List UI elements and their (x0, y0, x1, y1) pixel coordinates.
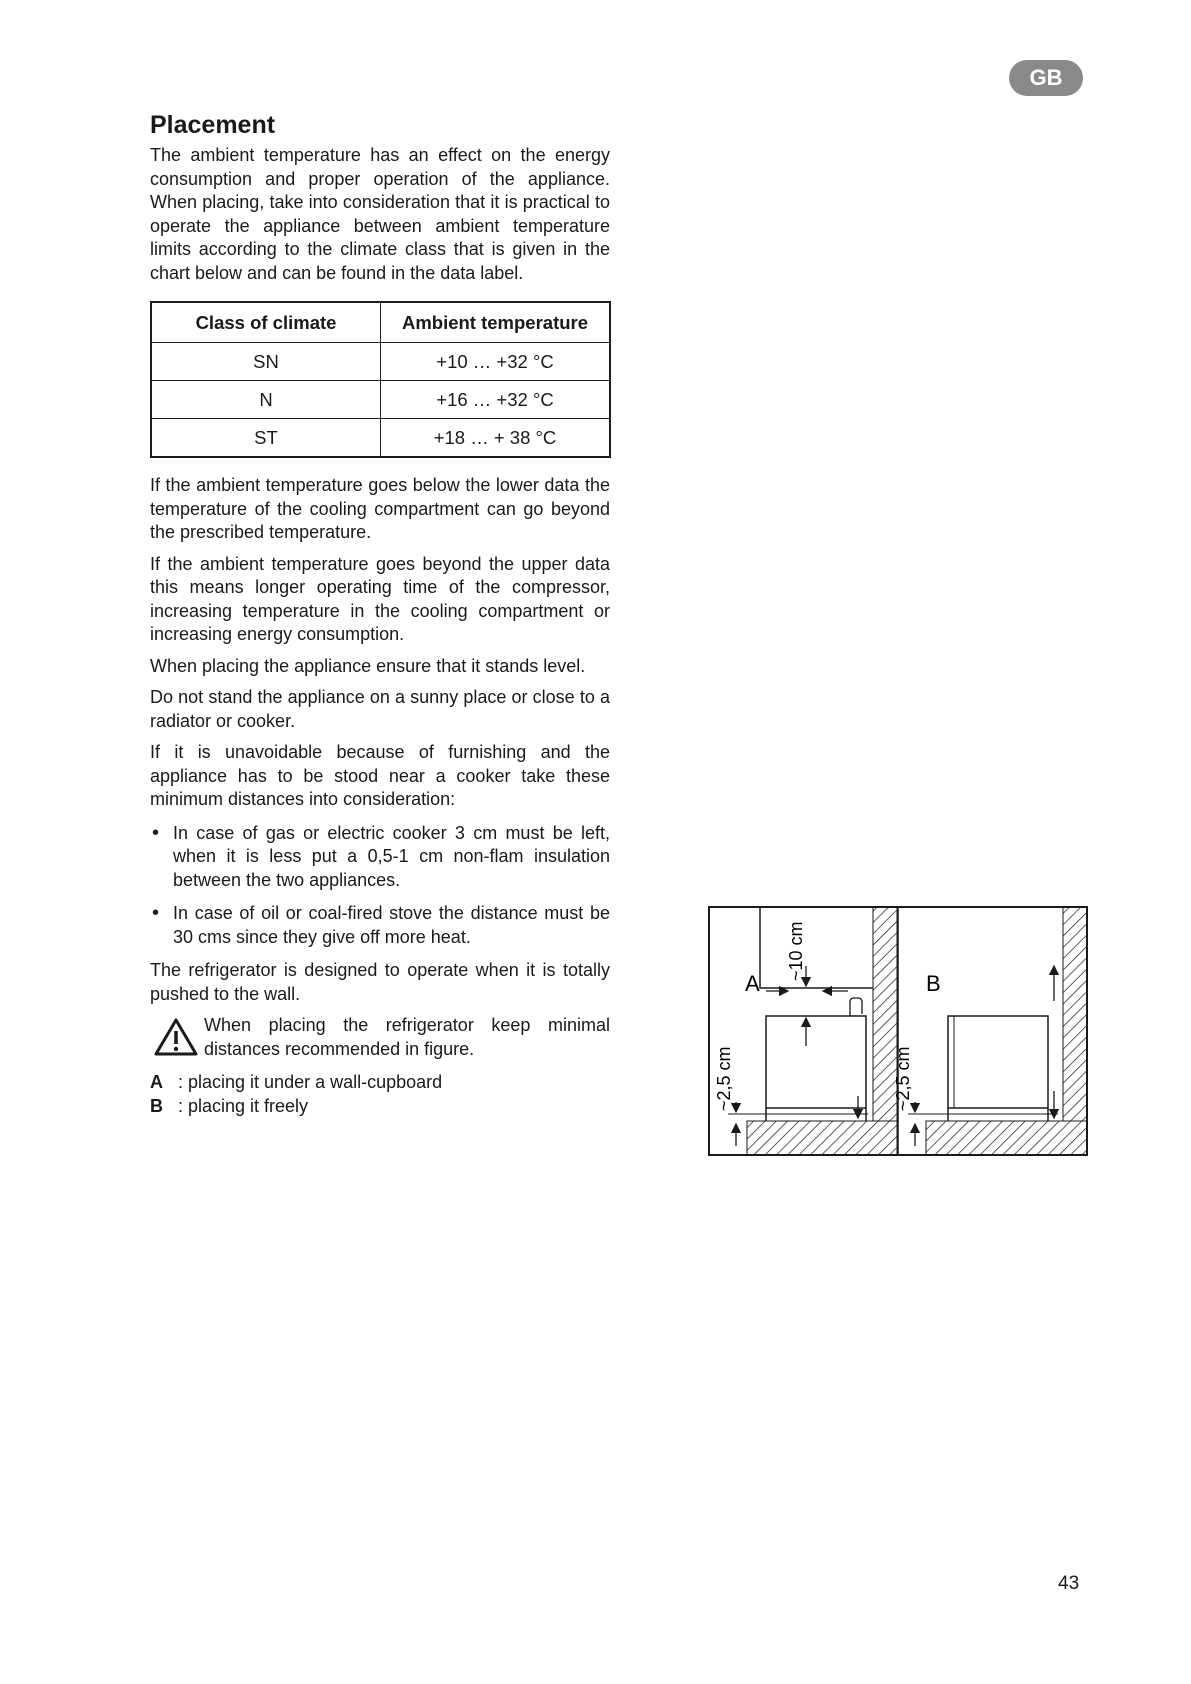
refrigerator-b (948, 1016, 1048, 1108)
floor-a (747, 1121, 897, 1155)
placement-figure (708, 906, 1088, 1156)
floor-b (926, 1121, 1087, 1155)
climate-class-cell: ST (151, 419, 381, 458)
temperature-cell: +18 … + 38 °C (381, 419, 611, 458)
temperature-cell: +16 … +32 °C (381, 381, 611, 419)
warning-note (150, 1014, 610, 1061)
climate-class-cell: N (151, 381, 381, 419)
figure-label-a: A (745, 971, 760, 996)
paragraph: When placing the appliance ensure that it stands level. (150, 655, 586, 676)
climate-class-cell: SN (151, 343, 381, 381)
figure-label-b: B (926, 971, 941, 996)
legend-item (150, 1095, 610, 1119)
page-number: 43 (1058, 1573, 1080, 1594)
list-item: • In case of gas or electric cooker 3 cm must be left, when it is less put a 0,5-1 cm non-flam insulation between the two appliances. (150, 822, 610, 893)
paragraph: The refrigerator is designed to operate when it is totally pushed to the wall. (150, 960, 610, 1004)
distance-list (150, 822, 610, 950)
table-row (151, 381, 610, 419)
temperature-cell: +10 … +32 °C (381, 343, 611, 381)
page-title: Placement (150, 111, 276, 139)
legend-key: A (150, 1072, 163, 1092)
dimension-label-side-a: ~2,5 cm (714, 1046, 734, 1111)
climate-table (150, 301, 611, 458)
table-row (151, 343, 610, 381)
list-item: • In case of oil or coal-fired stove the distance must be 30 cms since they give off more heat. (150, 902, 610, 949)
warning-text: When placing the refrigerator keep minimal distances recommended in figure. (204, 1015, 610, 1059)
panel-a (714, 907, 897, 1155)
legend-key: B (150, 1095, 163, 1116)
column-header: Ambient temperature (381, 302, 611, 343)
figure-legend (150, 1071, 610, 1118)
intro-paragraph: The ambient temperature has an effect on the energy consumption and proper operation of the appliance. When placing, take into consideration that it is practical to operate the appliance between ambient temperature limits according to the climate class that is given in the chart below and can be found in the data label. (150, 145, 610, 283)
panel-b (893, 907, 1087, 1155)
legend-item (150, 1071, 610, 1095)
warning-icon (154, 1018, 198, 1056)
refrigerator-a (766, 1016, 866, 1108)
table-row (151, 419, 610, 458)
paragraph: If it is unavoidable because of furnishing and the appliance has to be stood near a cooker take these minimum distances into consideration: (150, 742, 610, 809)
legend-text: : placing it under a wall-cupboard (178, 1072, 443, 1092)
content-column (150, 110, 610, 1118)
wall-cupboard (760, 907, 873, 988)
legend-text: : placing it freely (178, 1095, 309, 1116)
column-header: Class of climate (151, 302, 381, 343)
dimension-label-side-b: ~2,5 cm (893, 1046, 913, 1111)
paragraph: If the ambient temperature goes beyond the upper data this means longer operating time of the compressor, increasing temperature in the cooling compartment or increasing energy consumption. (150, 553, 610, 644)
paragraph: Do not stand the appliance on a sunny place or close to a radiator or cooker. (150, 687, 610, 731)
paragraph: If the ambient temperature goes below the lower data the temperature of the cooling compartment can go beyond the prescribed temperature. (150, 475, 610, 542)
table-header-row (151, 302, 610, 343)
wall-b (1063, 907, 1087, 1121)
dimension-label-top: ~10 cm (786, 921, 806, 981)
language-badge: GB (1009, 60, 1083, 96)
